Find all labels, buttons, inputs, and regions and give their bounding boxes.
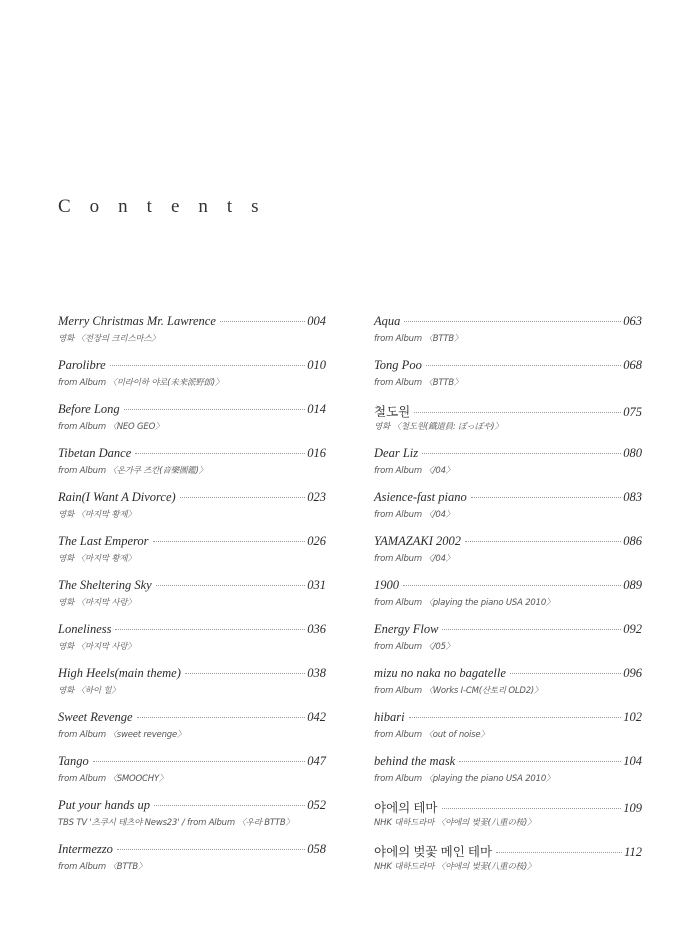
dot-leader <box>404 321 621 322</box>
entry-title: Parolibre <box>58 358 106 372</box>
entry-source: from Album 〈SMOOCHY〉 <box>58 774 168 784</box>
dot-leader <box>409 717 622 718</box>
entry-source: 영화 〈마지막 황제〉 <box>58 510 136 520</box>
entry-source: from Album 〈미라이하 야로(未来派野郎)〉 <box>58 378 224 388</box>
dot-leader <box>403 585 621 586</box>
dot-leader <box>496 852 622 853</box>
entry-title: Dear Liz <box>374 446 419 460</box>
entry-page: 026 <box>307 534 326 548</box>
toc-entry[interactable] <box>58 798 326 842</box>
entry-title: hibari <box>374 710 405 724</box>
toc-entry[interactable] <box>58 314 326 358</box>
dot-leader <box>426 365 621 366</box>
toc-entry[interactable] <box>58 402 326 446</box>
entry-page: 109 <box>623 801 642 815</box>
dot-leader <box>115 629 305 630</box>
dot-leader <box>459 761 621 762</box>
entry-source: from Album 〈Works I-CM(산토리 OLD2)〉 <box>374 686 543 696</box>
entry-source: 영화 〈마지막 황제〉 <box>58 554 136 564</box>
entry-source: NHK 대하드라마 〈야에의 벚꽃(八重の桜)〉 <box>374 818 536 828</box>
dot-leader <box>471 497 622 498</box>
entry-title: Intermezzo <box>58 842 113 856</box>
dot-leader <box>180 497 306 498</box>
toc-entry[interactable] <box>374 666 642 710</box>
toc-left-column <box>58 314 326 886</box>
dot-leader <box>422 453 621 454</box>
entry-title: 야에의 벚꽃 메인 테마 <box>374 845 493 859</box>
toc-entry[interactable] <box>58 490 326 534</box>
entry-page: 063 <box>623 314 642 328</box>
toc-entry[interactable] <box>374 710 642 754</box>
entry-title: Loneliness <box>58 622 112 636</box>
entry-page: 047 <box>307 754 326 768</box>
toc-entry[interactable] <box>374 446 642 490</box>
entry-title: Put your hands up <box>58 798 151 812</box>
entry-page: 075 <box>623 405 642 419</box>
dot-leader <box>442 808 622 809</box>
entry-source: from Album 〈온가쿠 즈칸(音樂圖鑑)〉 <box>58 466 208 476</box>
dot-leader <box>185 673 305 674</box>
dot-leader <box>220 321 305 322</box>
page-title: Contents <box>58 196 278 217</box>
entry-title: High Heels(main theme) <box>58 666 181 680</box>
entry-source: from Album 〈/04〉 <box>374 554 455 564</box>
dot-leader <box>124 409 306 410</box>
entry-title: behind the mask <box>374 754 456 768</box>
entry-title: Tibetan Dance <box>58 446 132 460</box>
toc-entry[interactable] <box>374 842 642 886</box>
entry-source: NHK 대하드라마 〈야에의 벚꽃(八重の桜)〉 <box>374 862 536 872</box>
entry-page: 058 <box>307 842 326 856</box>
entry-page: 023 <box>307 490 326 504</box>
toc-entry[interactable] <box>58 358 326 402</box>
entry-source: from Album 〈sweet revenge〉 <box>58 730 186 740</box>
entry-page: 038 <box>307 666 326 680</box>
entry-source: 영화 〈마지막 사랑〉 <box>58 642 136 652</box>
entry-page: 036 <box>307 622 326 636</box>
toc-entry[interactable] <box>374 754 642 798</box>
entry-title: Tango <box>58 754 89 768</box>
entry-title: Before Long <box>58 402 120 416</box>
entry-page: 096 <box>623 666 642 680</box>
toc-entry[interactable] <box>374 490 642 534</box>
toc-entry[interactable] <box>374 578 642 622</box>
dot-leader <box>135 453 305 454</box>
toc-entry[interactable] <box>58 622 326 666</box>
entry-page: 042 <box>307 710 326 724</box>
entry-page: 080 <box>623 446 642 460</box>
entry-title: Energy Flow <box>374 622 439 636</box>
entry-source: 영화 〈하이 힐〉 <box>58 686 120 696</box>
toc-entry[interactable] <box>58 534 326 578</box>
dot-leader <box>153 541 306 542</box>
entry-source: from Album 〈/05〉 <box>374 642 455 652</box>
entry-source: from Album 〈playing the piano USA 2010〉 <box>374 774 555 784</box>
entry-page: 102 <box>623 710 642 724</box>
entry-source: 영화 〈전장의 크리스마스〉 <box>58 334 160 344</box>
entry-page: 083 <box>623 490 642 504</box>
entry-page: 112 <box>624 845 642 859</box>
toc-entry[interactable] <box>58 446 326 490</box>
dot-leader <box>156 585 306 586</box>
toc-entry[interactable] <box>58 754 326 798</box>
toc-entry[interactable] <box>374 534 642 578</box>
entry-title: 철도원 <box>374 405 411 419</box>
dot-leader <box>465 541 621 542</box>
entry-source: from Album 〈BTTB〉 <box>58 862 147 872</box>
toc-entry[interactable] <box>374 314 642 358</box>
toc-entry[interactable] <box>58 666 326 710</box>
entry-title: Merry Christmas Mr. Lawrence <box>58 314 216 328</box>
dot-leader <box>117 849 305 850</box>
entry-title: YAMAZAKI 2002 <box>374 534 461 548</box>
entry-source: TBS TV '츠쿠시 테츠야 News23' / from Album 〈우라 BTTB〉 <box>58 818 294 828</box>
dot-leader <box>154 805 305 806</box>
entry-page: 068 <box>623 358 642 372</box>
entry-source: from Album 〈/04〉 <box>374 510 455 520</box>
entry-source: from Album 〈NEO GEO〉 <box>58 422 164 432</box>
dot-leader <box>442 629 621 630</box>
entry-source: 영화 〈마지막 사랑〉 <box>58 598 136 608</box>
entry-page: 010 <box>307 358 326 372</box>
entry-title: 1900 <box>374 578 399 592</box>
toc-entry[interactable] <box>374 798 642 842</box>
entry-page: 014 <box>307 402 326 416</box>
dot-leader <box>93 761 305 762</box>
toc-entry[interactable] <box>374 402 642 446</box>
toc-entry[interactable] <box>58 842 326 886</box>
entry-page: 052 <box>307 798 326 812</box>
entry-page: 016 <box>307 446 326 460</box>
entry-source: from Album 〈playing the piano USA 2010〉 <box>374 598 555 608</box>
dot-leader <box>414 412 621 413</box>
entry-page: 092 <box>623 622 642 636</box>
entry-title: Sweet Revenge <box>58 710 133 724</box>
toc-right-column <box>374 314 642 886</box>
entry-title: The Last Emperor <box>58 534 149 548</box>
dot-leader <box>137 717 306 718</box>
entry-page: 089 <box>623 578 642 592</box>
entry-page: 086 <box>623 534 642 548</box>
entry-title: Asience-fast piano <box>374 490 467 504</box>
entry-page: 104 <box>623 754 642 768</box>
entry-title: Aqua <box>374 314 401 328</box>
dot-leader <box>110 365 306 366</box>
entry-source: from Album 〈/04〉 <box>374 466 455 476</box>
toc-entry[interactable] <box>374 622 642 666</box>
entry-title: Tong Poo <box>374 358 422 372</box>
entry-source: from Album 〈out of noise〉 <box>374 730 489 740</box>
entry-page: 004 <box>307 314 326 328</box>
toc-entry[interactable] <box>58 710 326 754</box>
entry-title: The Sheltering Sky <box>58 578 152 592</box>
toc-entry[interactable] <box>58 578 326 622</box>
entry-source: from Album 〈BTTB〉 <box>374 334 463 344</box>
entry-page: 031 <box>307 578 326 592</box>
entry-title: Rain(I Want A Divorce) <box>58 490 176 504</box>
entry-title: 야에의 테마 <box>374 801 438 815</box>
entry-title: mizu no naka no bagatelle <box>374 666 506 680</box>
entry-source: from Album 〈BTTB〉 <box>374 378 463 388</box>
dot-leader <box>510 673 621 674</box>
toc-entry[interactable] <box>374 358 642 402</box>
entry-source: 영화 〈철도원(鐵道員: ぽっぽや)〉 <box>374 422 503 432</box>
